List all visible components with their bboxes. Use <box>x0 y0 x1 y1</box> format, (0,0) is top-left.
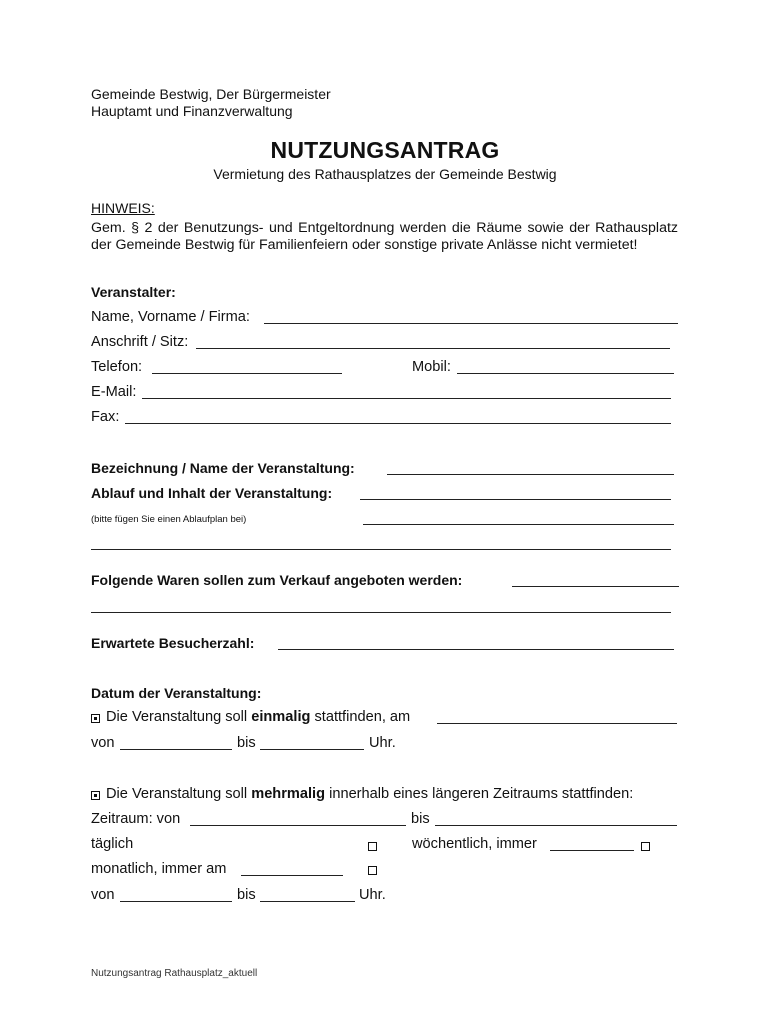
besucher-field[interactable] <box>278 649 674 650</box>
woechentlich-checkbox[interactable] <box>641 842 650 851</box>
ablauf-label: Ablauf und Inhalt der Veranstaltung: <box>91 485 333 501</box>
monatlich-label: monatlich, immer am <box>91 861 227 877</box>
ablauf-hint: (bitte fügen Sie einen Ablaufplan bei) <box>91 514 247 525</box>
bis2-field[interactable] <box>260 901 355 902</box>
zeitraum-bis-field[interactable] <box>435 825 677 826</box>
veranstalter-heading: Veranstalter: <box>91 284 176 300</box>
ablauf-field-3[interactable] <box>91 549 671 550</box>
telefon-label: Telefon: <box>91 359 143 375</box>
einmalig-bold: einmalig <box>251 709 311 725</box>
monatlich-field[interactable] <box>241 875 343 876</box>
uhr2-label: Uhr. <box>359 887 386 903</box>
mehrmalig-post: innerhalb eines längeren Zeitraums stattfinden: <box>329 786 634 802</box>
ablauf-field-2[interactable] <box>363 524 674 525</box>
zeitraum-von-label: Zeitraum: von <box>91 811 181 827</box>
mobil-label: Mobil: <box>412 359 451 375</box>
email-label: E-Mail: <box>91 384 137 400</box>
name-label: Name, Vorname / Firma: <box>91 309 250 325</box>
waren-label: Folgende Waren sollen zum Verkauf angeboten werden: <box>91 572 463 588</box>
hinweis-text: Gem. § 2 der Benutzungs- und Entgeltordnung werden die Räume sowie der Rathausplatz der Gemeinde Bestwig für Familienfeiern oder sonstige private Anlässe nicht vermietet! <box>91 220 678 253</box>
taeglich-label: täglich <box>91 836 134 852</box>
mehrmalig-pre: Die Veranstaltung soll <box>106 786 248 802</box>
department-name: Hauptamt und Finanzverwaltung <box>91 103 293 119</box>
einmalig-checkbox[interactable] <box>91 714 100 723</box>
waren-field-2[interactable] <box>91 612 671 613</box>
mobil-field[interactable] <box>457 373 674 374</box>
fax-field[interactable] <box>125 423 671 424</box>
bezeichnung-label: Bezeichnung / Name der Veranstaltung: <box>91 460 355 476</box>
besucher-label: Erwartete Besucherzahl: <box>91 635 255 651</box>
zeitraum-bis-label: bis <box>411 811 430 827</box>
waren-field[interactable] <box>512 586 679 587</box>
bis2-label: bis <box>237 887 256 903</box>
bis-field[interactable] <box>260 749 364 750</box>
fax-label: Fax: <box>91 409 120 425</box>
von-label: von <box>91 735 115 751</box>
ablauf-field[interactable] <box>360 499 671 500</box>
einmalig-date-field[interactable] <box>437 723 677 724</box>
document-title: NUTZUNGSANTRAG <box>270 137 500 163</box>
uhr-label: Uhr. <box>369 735 396 751</box>
einmalig-text <box>106 709 410 725</box>
einmalig-pre: Die Veranstaltung soll <box>106 709 248 725</box>
zeitraum-von-field[interactable] <box>190 825 406 826</box>
anschrift-field[interactable] <box>196 348 670 349</box>
mehrmalig-checkbox[interactable] <box>91 791 100 800</box>
document-subtitle: Vermietung des Rathausplatzes der Gemeinde Bestwig <box>213 166 557 182</box>
von-field[interactable] <box>120 749 232 750</box>
woechentlich-field[interactable] <box>550 850 634 851</box>
footer-filename: Nutzungsantrag Rathausplatz_aktuell <box>91 968 258 979</box>
mehrmalig-text <box>106 786 633 802</box>
einmalig-post: stattfinden, am <box>314 709 411 725</box>
authority-name: Gemeinde Bestwig, Der Bürgermeister <box>91 86 331 102</box>
name-field[interactable] <box>264 323 678 324</box>
bis-label: bis <box>237 735 256 751</box>
mehrmalig-bold: mehrmalig <box>251 786 326 802</box>
woechentlich-label: wöchentlich, immer <box>412 836 537 852</box>
bezeichnung-field[interactable] <box>387 474 674 475</box>
hinweis-label: HINWEIS: <box>91 200 155 216</box>
von2-label: von <box>91 887 115 903</box>
von2-field[interactable] <box>120 901 232 902</box>
monatlich-checkbox[interactable] <box>368 866 377 875</box>
anschrift-label: Anschrift / Sitz: <box>91 334 189 350</box>
email-field[interactable] <box>142 398 671 399</box>
telefon-field[interactable] <box>152 373 342 374</box>
datum-heading: Datum der Veranstaltung: <box>91 685 262 701</box>
taeglich-checkbox[interactable] <box>368 842 377 851</box>
